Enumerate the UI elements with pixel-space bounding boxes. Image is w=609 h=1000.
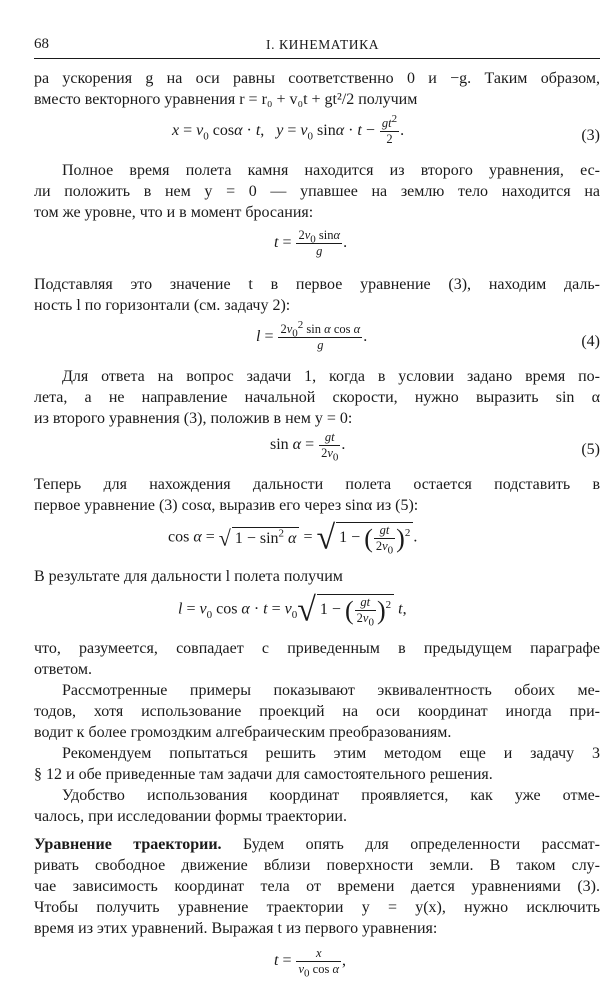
paragraph-1: [34, 68, 600, 110]
text-line: Удобство использования координат проявляется, как уже отме-: [62, 787, 600, 804]
equation-3-formula: $x = v_0$ cosα · t, $y = v_0$ sinα · t − $\frac{gt^2}{2}$ .: [172, 112, 405, 146]
text-line: ность l по горизонтали (см. задачу 2):: [34, 297, 291, 314]
text-line: лета, а не направление начальной скорости, нужно выразить sin α: [34, 389, 600, 406]
text-line: Рекомендуем попытаться решить этим методом еще и задачу 3: [62, 745, 600, 762]
equation-4: [34, 318, 600, 358]
text-line: вместо векторного уравнения r = r₀ + v₀t + gt²/2 получим: [34, 91, 418, 108]
section-heading: Уравнение траектории.: [34, 836, 222, 853]
equation-5-formula: sin α = $\frac{gt}{2v_0}$ .: [270, 430, 346, 464]
equation-number: (5): [581, 441, 600, 458]
equation-range-formula: $l = v_0$ $\cos \alpha \cdot t = v_0√$ 1 − ( $\frac{gt}{2v_0}$ )$^2$ t,: [178, 591, 407, 629]
equation-3: [34, 112, 600, 152]
equation-time-x: [34, 946, 600, 982]
text-line: водит к более громоздким алгебраическим преобразованиям.: [34, 724, 452, 741]
equation-number: (4): [581, 333, 600, 350]
text-line: Подставляя это значение t в первое уравнение (3), находим даль-: [34, 276, 600, 293]
paragraph-7: [34, 638, 600, 680]
paragraph-3: [34, 274, 600, 316]
text-fragment: Будем опять для определенности рассмат-: [243, 836, 600, 853]
equation-time: [34, 228, 600, 264]
header-rule: [34, 58, 600, 59]
paragraph-11: [34, 834, 600, 939]
paragraph-2: [34, 160, 600, 223]
text-line: ответом.: [34, 661, 92, 678]
equation-time-x-formula: t = $\frac{x}{v_0 \cos \alpha}$ ,: [274, 946, 347, 980]
text-line: тодов, хотя использование проекций на оси координат иногда при-: [34, 703, 600, 720]
paragraph-4: [34, 366, 600, 429]
page-header: [34, 32, 600, 54]
equation-5: [34, 430, 600, 466]
equation-time-formula: t = $\frac{2v_0 \sin\alpha}{g}$ .: [274, 228, 348, 258]
text-line: чалось, при исследовании формы траектории.: [34, 808, 347, 825]
text-line: В результате для дальности l полета получим: [34, 568, 343, 585]
text-line: Чтобы получить уравнение траектории y = y(x), нужно исключить: [34, 899, 600, 916]
running-head: I. КИНЕМАТИКА: [266, 37, 380, 52]
text-line: Теперь для нахождения дальности полета остается подставить в: [34, 476, 600, 493]
text-line: Полное время полета камня находится из второго уравнения, ес-: [62, 162, 600, 179]
equation-cos-formula: cos α = √ $1 - \sin^2 \alpha$ = √ 1 − ( $\frac{gt}{2v_0}$ )$^2$ .: [168, 519, 418, 557]
text-line: том же уровне, что и в момент бросания:: [34, 204, 314, 221]
text-line: что, разумеется, совпадает с приведенным в предыдущем параграфе: [34, 640, 600, 657]
equation-range: [34, 590, 600, 636]
text-line: из второго уравнения (3), положив в нем y = 0:: [34, 410, 353, 427]
text-line: Рассмотренные примеры показывают эквивалентность обоих ме-: [62, 682, 600, 699]
equation-number: (3): [581, 127, 600, 144]
text-line: время из этих уравнений. Выражая t из первого уравнения:: [34, 920, 438, 937]
paragraph-10: [34, 785, 600, 827]
text-line: первое уравнение (3) cosα, выразив его через sinα из (5):: [34, 497, 419, 514]
text-line: ривать свободное движение вблизи поверхности земли. В таком слу-: [34, 857, 600, 874]
text-line: чае зависимость координат тела от времени дается уравнениями (3).: [34, 878, 600, 895]
equation-4-formula: l = $\frac{2v_0^2 \sin \alpha \cos \alpha}{g}$ .: [256, 318, 368, 352]
paragraph-5: [34, 474, 600, 516]
paragraph-6: [34, 566, 600, 587]
text-line: [34, 834, 600, 855]
text-line: ра ускорения g на оси равны соответственно 0 и −g. Таким образом,: [34, 70, 600, 87]
text-line: Для ответа на вопрос задачи 1, когда в условии задано время по-: [62, 368, 600, 385]
paragraph-9: [34, 743, 600, 785]
page-number: 68: [34, 36, 49, 52]
text-line: ли положить в нем y = 0 — упавшее на землю тело находится на: [34, 183, 600, 200]
equation-cos: [34, 518, 600, 564]
text-line: § 12 и обе приведенные там задачи для самостоятельного решения.: [34, 766, 493, 783]
paragraph-8: [34, 680, 600, 743]
